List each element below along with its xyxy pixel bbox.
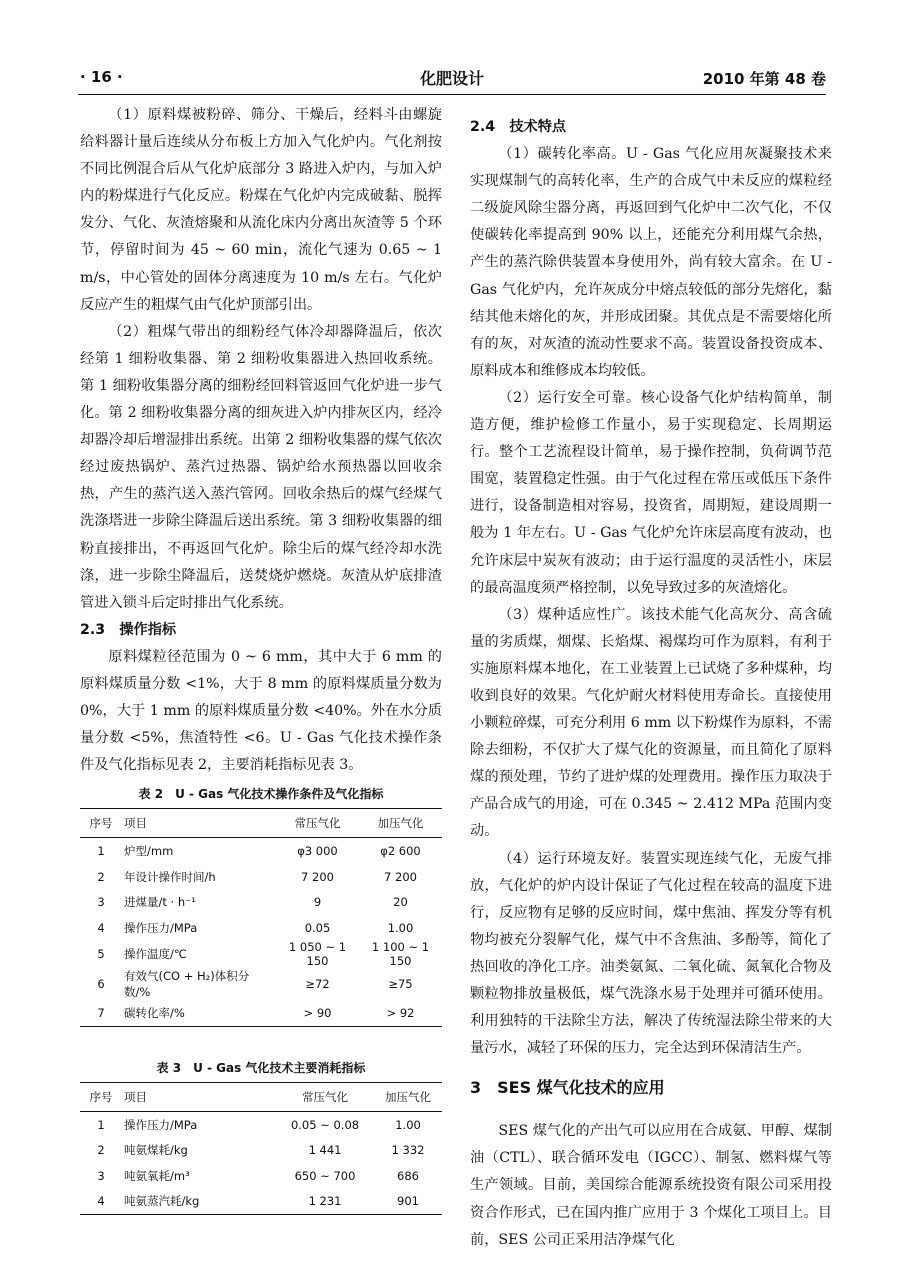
table-cell: 进煤量/t · h⁻¹ bbox=[124, 895, 196, 910]
table-cell: 1 100 ~ 1 150 bbox=[371, 940, 430, 969]
table-cell: 9 bbox=[313, 895, 322, 910]
column-header: 常压气化 bbox=[302, 1089, 349, 1104]
table-cell: 吨氨蒸汽耗/kg bbox=[124, 1194, 200, 1209]
paragraph: （1）原料煤被粉碎、筛分、干燥后，经料斗由螺旋给料器计量后连续从分布板上方加入气化炉内。气化剂按不同比例混合后从气化炉底部分 3 路进入炉内，与加入炉内的粉煤进行气化反应。粉煤在气化炉内完成破黏、脱挥发分、气化、灰渣熔聚和从流化床内分离出灰渣等 5 个环节，停留时间为 45 ~ 60 min，流化气速为 0.65 ~ 1 m/s，中心管处的固体分离速度为 10 m/s 左右。气化炉反应产生的粗煤气由气化炉顶部引出。 bbox=[80, 107, 442, 313]
table-cell: φ3 000 bbox=[297, 844, 338, 859]
table-cell: 3 bbox=[97, 895, 105, 910]
table-cell: 0.05 bbox=[304, 920, 331, 935]
table-cell: 3 bbox=[97, 1168, 105, 1183]
table-cell: 操作压力/MPa bbox=[124, 1117, 198, 1132]
table-cell: ≥72 bbox=[305, 977, 330, 992]
table-cell: 4 bbox=[97, 1194, 105, 1209]
column-header: 序号 bbox=[89, 1089, 113, 1104]
paragraph: （3）煤种适应性广。该技术能气化高灰分、高含硫量的劣质煤，烟煤、长焰煤、褐煤均可作为原料，有利于实施原料煤本地化，在工业装置上已试烧了多种煤种，均收到良好的效果。气化炉耐火材料使用寿命长。直接使用小颗粒碎煤，可充分利用 6 mm 以下粉煤作为原料，不需除去细粉，不仅扩大了煤气化的资源量，而且简化了原料煤的预处理，节约了进炉煤的处理费用。操作压力取决于产品合成气的用途，可在 0.345 ~ 2.412 MPa 范围内变动。 bbox=[470, 606, 832, 840]
table-cell: φ2 600 bbox=[380, 844, 421, 859]
table-caption: 表 2 U - Gas 气化技术操作条件及气化指标 bbox=[138, 787, 384, 802]
table-cell: 操作压力/MPa bbox=[124, 920, 198, 935]
paragraph: SES 煤气化的产出气可以应用在合成氨、甲醇、煤制油（CTL）、联合循环发电（IGCC）、制氢、燃料煤气等生产领域。目前，美国综合能源系统投资有限公司采用投资合作形式，已在国内推广应用于 3 个煤化工项目上。目前，SES 公司正采用洁净煤气化 bbox=[470, 1123, 832, 1248]
table-cell: 6 bbox=[97, 977, 105, 992]
table-row bbox=[80, 838, 442, 864]
paragraph: （2）运行安全可靠。核心设备气化炉结构简单，制造方便，维护检修工作量小，易于实现稳定、长周期运行。整个工艺流程设计简单，易于操作控制，负荷调节范围宽，装置稳定性强。由于气化过程在常压或低压下条件进行，设备制造相对容易，投资省，周期短，建设周期一般为 1 年左右。U - Gas 气化炉允许床层高度有波动，也允许床层中炭灰有波动；由于运行温度的灵活性小，床层的最高温度须严格控制，以免导致过多的灰渣熔化。 bbox=[470, 389, 832, 596]
paragraph: （4）运行环境友好。装置实现连续气化，无废气排放，气化炉的炉内设计保证了气化过程在较高的温度下进行，反应物有足够的反应时间，煤中焦油、挥发分等有机物均被充分裂解气化，煤气中不含焦油、多酚等，简化了热回收的净化工序。油类氨氮、二氧化硫、氮氧化合物及颗粒物排放量极低，煤气洗涤水易于处理并可循环使用。利用独特的干法除尘方法，解决了传统湿法除尘带来的大量污水，减轻了环保的压力，完全达到环保清洁生产。 bbox=[470, 850, 832, 1057]
table-cell: 吨氨煤耗/kg bbox=[124, 1143, 188, 1158]
table-cell: 650 ~ 700 bbox=[294, 1168, 356, 1183]
table-row bbox=[80, 1000, 442, 1026]
table-header-row bbox=[80, 1082, 442, 1111]
table-row bbox=[80, 1111, 442, 1137]
table-row bbox=[80, 940, 442, 968]
table-header-row bbox=[80, 809, 442, 838]
column-header: 项目 bbox=[124, 816, 147, 831]
table-cell: 1 050 ~ 1 150 bbox=[288, 940, 347, 969]
table-row bbox=[80, 889, 442, 915]
column-header: 加压气化 bbox=[385, 1089, 432, 1104]
table-cell: 7 200 bbox=[301, 869, 334, 884]
page-header bbox=[78, 60, 826, 95]
table-cell: 7 bbox=[97, 1006, 105, 1021]
section-heading: 2.3 操作指标 bbox=[80, 621, 177, 638]
table-row bbox=[80, 915, 442, 941]
table-cell: 1 231 bbox=[308, 1194, 342, 1209]
table-cell: 1 bbox=[97, 844, 105, 859]
table-row bbox=[80, 864, 442, 890]
table-cell: 操作温度/℃ bbox=[124, 947, 187, 962]
table-cell: 1 bbox=[97, 1117, 105, 1132]
table-cell: 1.00 bbox=[387, 920, 414, 935]
table-cell: > 92 bbox=[386, 1006, 415, 1021]
table-cell: 2 bbox=[97, 869, 105, 884]
journal-title: 化肥设计 bbox=[419, 69, 484, 88]
table-cell: ≥75 bbox=[388, 977, 413, 992]
column-header: 项目 bbox=[124, 1089, 147, 1104]
left-column bbox=[80, 102, 442, 1215]
section-heading: 2.4 技术特点 bbox=[470, 119, 567, 135]
column-header: 常压气化 bbox=[294, 816, 341, 831]
page-number: · 16 · bbox=[80, 68, 123, 86]
table-cell: 吨氨氧耗/m³ bbox=[124, 1168, 190, 1183]
table-cell: 0.05 ~ 0.08 bbox=[290, 1117, 360, 1132]
table-cell: 2 bbox=[97, 1143, 105, 1158]
column-header: 加压气化 bbox=[377, 816, 424, 831]
paragraph: 原料煤粒径范围为 0 ~ 6 mm，其中大于 6 mm 的原料煤质量分数 <1%，大于 8 mm 的原料煤质量分数为 0%，大于 1 mm 的原料煤质量分数 <40%。外在水分质量分数 <5%，焦渣特性 <6。U - Gas 气化技术操作条件及气化指标见表 2，主要消耗指标见表 3。 bbox=[80, 648, 442, 774]
table-cell: > 90 bbox=[303, 1006, 332, 1021]
volume-info: 2010 年第 48 卷 bbox=[702, 70, 826, 88]
table-cell: 20 bbox=[393, 895, 408, 910]
chapter-heading: 3 SES 煤气化技术的应用 bbox=[470, 1078, 665, 1098]
table-cell: 7 200 bbox=[384, 869, 417, 884]
table-cell: 901 bbox=[397, 1194, 419, 1209]
table-cell: 炉型/mm bbox=[124, 844, 174, 859]
table-row bbox=[80, 1163, 442, 1189]
table-cell: 5 bbox=[97, 947, 105, 962]
table-cell: 碳转化率/% bbox=[124, 1006, 185, 1021]
table-3 bbox=[80, 1082, 442, 1215]
table-cell: 1.00 bbox=[395, 1117, 421, 1132]
right-column bbox=[470, 102, 832, 1254]
table-row bbox=[80, 1137, 442, 1163]
table-cell: 1 332 bbox=[391, 1143, 425, 1158]
table-caption: 表 3 U - Gas 气化技术主要消耗指标 bbox=[156, 1060, 366, 1075]
table-row bbox=[80, 968, 442, 1000]
table-row bbox=[80, 1188, 442, 1214]
table-cell: 年设计操作时间/h bbox=[124, 869, 216, 884]
table-2 bbox=[80, 808, 442, 1027]
table-cell: 686 bbox=[397, 1168, 419, 1183]
table-cell: 有效气(CO + H₂)体积分数/% bbox=[124, 969, 250, 1000]
column-header: 序号 bbox=[89, 816, 113, 831]
paragraph: （1）碳转化率高。U - Gas 气化应用灰凝聚技术来实现煤制气的高转化率，生产的合成气中未反应的煤粒经二级旋风除尘器分离，再返回到气化炉中二次气化，不仅使碳转化率提高到 90% 以上，还能充分利用煤气余热，产生的蒸汽除供装置本身使用外，尚有较大富余。在 U - Gas 气化炉内，允许灰成分中熔点较低的部分先熔化，黏结其他未熔化的灰，并形成团聚。其优点是不需要熔化所有的灰，对灰渣的流动性要求不高。装置设备投资成本、原料成本和维修成本均较低。 bbox=[470, 146, 832, 379]
table-cell: 4 bbox=[97, 920, 105, 935]
paragraph: （2）粗煤气带出的细粉经气体冷却器降温后，依次经第 1 细粉收集器、第 2 细粉收集器进入热回收系统。第 1 细粉收集器分离的细粉经回料管返回气化炉进一步气化。第 2 细粉收集器分离的细灰进入炉内排灰区内，经冷却器冷却后增湿排出系统。出第 2 细粉收集器的煤气依次经过废热锅炉、蒸汽过热器、锅炉给水预热器以回收余热，产生的蒸汽送入蒸汽管网。回收余热后的煤气经煤气洗涤塔进一步除尘降温后送出系统。第 3 细粉收集器的细粉直接排出，不再返回气化炉。除尘后的煤气经冷却水洗涤，进一步除尘降温后，送焚烧炉燃烧。灰渣从炉底排渣管进入锁斗后定时排出气化系统。 bbox=[80, 323, 442, 611]
table-cell: 1 441 bbox=[308, 1143, 342, 1158]
